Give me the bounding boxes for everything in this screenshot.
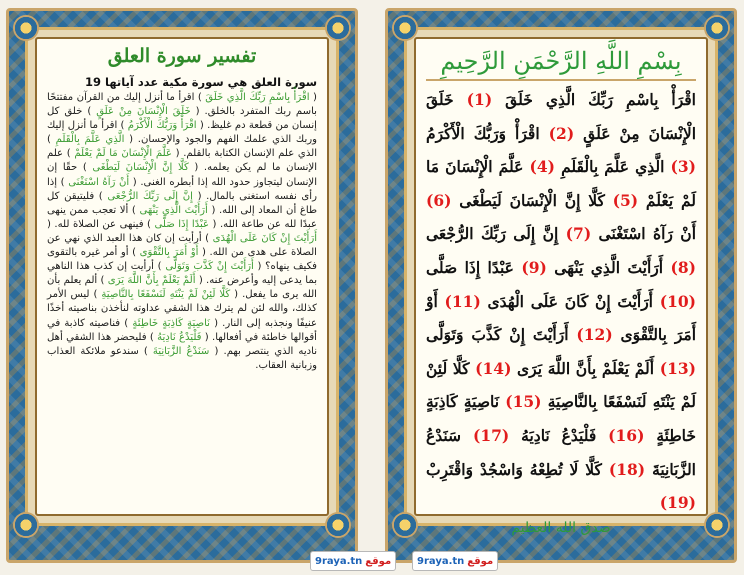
ayah-number: (19) (659, 493, 696, 513)
corner-ornament-icon (704, 15, 730, 41)
ayah-text: أَرَأَيْتَ الَّذِي يَنْهَى (546, 257, 664, 277)
tafsir-text: ) الذي علم الإنسان الكتابة بالقلم. ( (47, 134, 318, 160)
ayah-number: (4) (529, 157, 555, 177)
ayah-text: عَبْدًا إِذَا صَلَّى (426, 257, 514, 277)
tafsir-text: ) خلق كل إنسان من قطعة دم غليظ. ( (47, 106, 317, 132)
tafsir-text: ) علم الإنسان ما لم يكن يعلمه. ( (47, 148, 318, 174)
site-word: موقع (467, 555, 494, 567)
tafsir-quote: نَاصِيَةٍ كَاذِبَةٍ خَاطِئَةٍ (132, 317, 210, 329)
tafsir-quote: الَّذِي عَلَّمَ بِالْقَلَمِ (55, 134, 125, 146)
tafsir-panel (35, 37, 329, 516)
ayah-number: (12) (576, 325, 613, 345)
site-brand: 9raya.tn (315, 555, 363, 567)
tafsir-text: ) إذا رأى نفسه استغنى بالمال. ( (47, 176, 317, 202)
tafsir-text: ) أرأيت إن كذب هذا الناهي بما يدعى إليه وأعرض عنه. ( (47, 261, 318, 287)
tafsir-quote: اقْرَأْ بِاسْمِ رَبِّكَ الَّذِي خَلَقَ (205, 92, 310, 103)
corner-ornament-icon (704, 512, 730, 538)
tafsir-text: ) ليس الأمر كذلك، والله لئن لم يترك هذا الشقي عداوته لنأخذن بناصيته أخذًا عنيفًا ونجذبه إلى النار. ( (47, 289, 317, 329)
tafsir-quote: أَلَمْ يَعْلَمْ بِأَنَّ اللَّهَ يَرَى (107, 275, 196, 287)
ayah-number: (18) (608, 459, 646, 479)
ayah-number: (10) (659, 291, 696, 311)
tafsir-quote: عَبْدًا إِذَا صَلَّى (154, 218, 210, 230)
tafsir-quote: أَوْ أَمَرَ بِالتَّقْوَى (139, 247, 199, 259)
basmala: بِسْمِ اللَّهِ الرَّحْمَنِ الرَّحِيمِ (426, 47, 696, 81)
ayah-number: (8) (670, 257, 696, 277)
tafsir-quote: كَلَّا لَئِنْ لَمْ يَنْتَهِ لَنَسْفَعًا بِالنَّاصِيَةِ (101, 289, 231, 301)
ayah-number: (2) (548, 123, 575, 143)
ayah-text: أَرَأَيْتَ إِنْ كَانَ عَلَى الْهُدَى (480, 291, 653, 311)
tafsir-text: ) ألا تعجب ممن ينهى عبدًا لله عن طاعة الله. ( (47, 204, 317, 230)
site-word: موقع (365, 555, 392, 567)
site-badge[interactable] (412, 551, 498, 571)
tafsir-text: ) سندعو ملائكة العذاب وزبانية العقاب. (47, 345, 317, 371)
corner-ornament-icon (392, 512, 418, 538)
ayah-number: (5) (612, 190, 639, 210)
ayah-number: (9) (521, 257, 547, 277)
ayah-text: الَّذِي عَلَّمَ بِالْقَلَمِ (554, 157, 665, 177)
ayah-text: نَاصِيَةٍ كَاذِبَةٍ خَاطِئَةٍ (426, 392, 696, 445)
tafsir-text: ( (309, 92, 317, 103)
ayah-text: كَلَّا إِنَّ الْإِنْسَانَ لَيَطْغَى (451, 190, 605, 210)
tafsir-quote: عَلَّمَ الْإِنْسَانَ مَا لَمْ يَعْلَمْ (74, 148, 172, 160)
ayah-text: كَلَّا لَا تُطِعْهُ وَاسْجُدْ وَاقْتَرِبْ (426, 459, 602, 479)
ayat-text (426, 83, 696, 520)
tafsir-text: ) فليحضر هذا الشقي أهل ناديه الذي ينتصر بهم. ( (47, 331, 318, 357)
ayah-number: (14) (475, 358, 512, 378)
ayah-number: (7) (565, 224, 592, 244)
tafsir-quote: أَرَأَيْتَ إِنْ كَانَ عَلَى الْهُدَى (212, 232, 317, 244)
closing-phrase: صدق الله العظيم (511, 519, 611, 536)
corner-ornament-icon (13, 512, 39, 538)
tafsir-quote: كَلَّا إِنَّ الْإِنْسَانَ لَيَطْغَى (92, 162, 189, 174)
tafsir-quote: سَنَدْعُ الزَّبَانِيَةَ (152, 345, 210, 357)
ayah-text: أَلَمْ يَعْلَمْ بِأَنَّ اللَّهَ يَرَى (511, 358, 655, 378)
tafsir-quote: اقْرَأْ وَرَبُّكَ الْأَكْرَمُ (127, 120, 197, 132)
surah-panel (414, 37, 708, 536)
tafsir-text: ) اقرأ ما أنزل إليك من القرآن مفتتحًا باسم ربك المتفرد بالخلق. ( (47, 92, 317, 118)
tafsir-page (6, 8, 358, 563)
tafsir-text: ) أرأيت إن كان هذا العبد الذي نهي عن الصلاة على هدى من الله. ( (47, 232, 317, 259)
tafsir-title: تفسير سورة العلق (107, 45, 257, 67)
ayah-text: سَنَدْعُ الزَّبَانِيَةَ (426, 425, 696, 479)
tafsir-text: ) اقرأ ما أنزل إليك وربك الذي علمك الفهم والجود والإحسان. ( (47, 120, 318, 146)
ayah-number: (11) (444, 291, 481, 311)
ayah-text: فَلْيَدْعُ نَادِيَهُ (509, 425, 597, 445)
ayah-number: (6) (426, 190, 452, 210)
tafsir-subtitle: سورة العلق هي سورة مكية عدد آياتها 19 (85, 75, 317, 89)
corner-ornament-icon (325, 15, 351, 41)
ayah-text: اقْرَأْ وَرَبُّكَ الْأَكْرَمُ (426, 123, 540, 143)
tafsir-text: ) فليتيقن كل طاغ أن المعاد إلى الله. ( (47, 190, 318, 216)
tafsir-quote: أَنْ رَآهُ اسْتَغْنَى (68, 176, 130, 188)
ayah-number: (3) (670, 157, 696, 177)
ayah-text: اقْرَأْ بِاسْمِ رَبِّكَ الَّذِي خَلَقَ (492, 90, 696, 109)
tafsir-text: ) فناصيته كاذبة في أقوالها خاطئة في أفعالها. ( (47, 317, 317, 343)
tafsir-quote: فَلْيَدْعُ نَادِيَهُ (157, 331, 202, 343)
ayah-text: أَرَأَيْتَ إِنْ كَذَّبَ وَتَوَلَّى (426, 325, 569, 345)
corner-ornament-icon (325, 512, 351, 538)
tafsir-quote: إِنَّ إِلَى رَبِّكَ الرُّجْعَى (107, 190, 193, 202)
tafsir-quote: أَرَأَيْتَ الَّذِي يَنْهَى (139, 204, 208, 216)
tafsir-text: ) فينهى عن الصلاة لله. ( (47, 218, 155, 230)
ayah-text: خَلَقَ الْإِنْسَانَ مِنْ عَلَقٍ (426, 90, 697, 143)
tafsir-body (47, 91, 317, 373)
tafsir-text: ) حقًا إن الإنسان ليتجاوز حدود الله إذا أبطره الغنى. ( (47, 162, 317, 188)
tafsir-quote: أَرَأَيْتَ إِنْ كَذَّبَ وَتَوَلَّى (165, 261, 254, 273)
ayah-number: (15) (505, 392, 542, 412)
ayah-number: (13) (659, 358, 697, 378)
ayah-number: (17) (472, 425, 510, 445)
tafsir-text: ) أو أمر غيره بالتقوى فكيف ينهاه؟ ( (47, 247, 317, 273)
surah-page (385, 8, 737, 563)
tafsir-quote: خَلَقَ الْإِنْسَانَ مِنْ عَلَقٍ (96, 106, 191, 118)
site-badge[interactable] (310, 551, 396, 571)
site-brand: 9raya.tn (417, 555, 465, 567)
tafsir-text: ) ألم يعلم بأن الله يرى ما يفعل. ( (47, 275, 317, 301)
ayah-text: أَنْ رَآهُ اسْتَغْنَى (591, 224, 696, 244)
ayah-text: أَوْ أَمَرَ بِالتَّقْوَى (426, 291, 697, 345)
ayah-text: عَلَّمَ الْإِنْسَانَ مَا لَمْ يَعْلَمْ (426, 157, 696, 210)
ayah-number: (1) (466, 90, 493, 109)
ayah-text: كَلَّا لَئِنْ لَمْ يَنْتَهِ لَنَسْفَعًا بِالنَّاصِيَةِ (426, 358, 696, 412)
ayah-number: (16) (608, 425, 645, 445)
ayah-text: إِنَّ إِلَى رَبِّكَ الرُّجْعَى (426, 224, 559, 244)
